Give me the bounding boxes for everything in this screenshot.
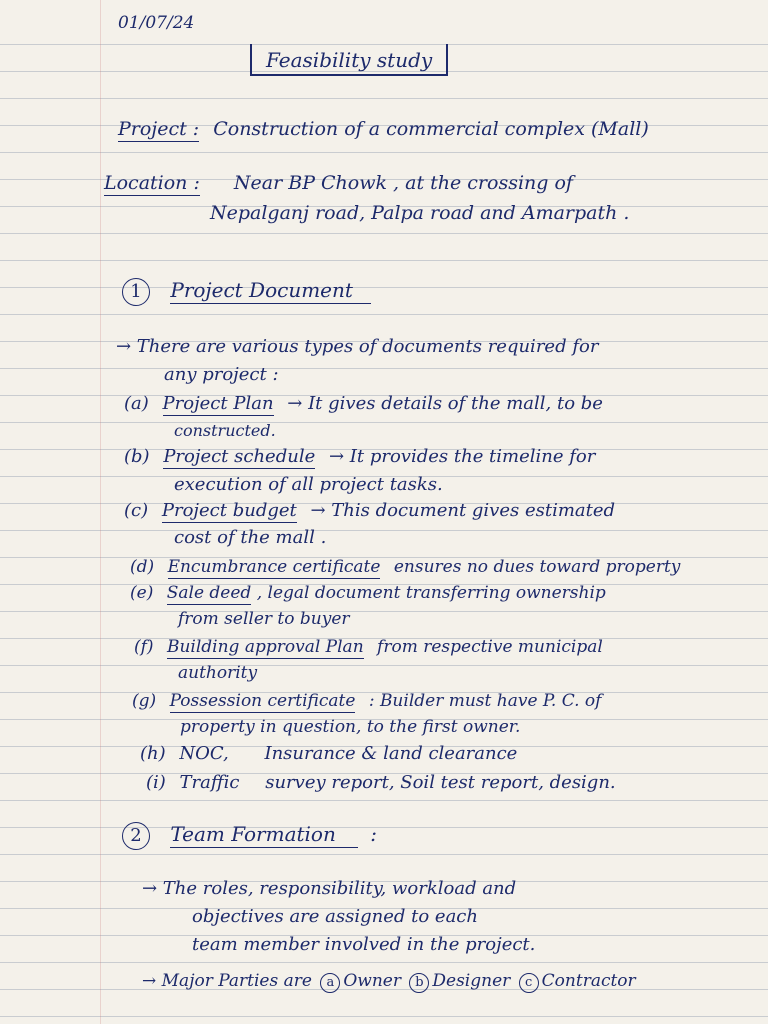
item-term: Traffic	[179, 772, 240, 793]
list-item-i	[146, 772, 616, 794]
list-item-c	[124, 500, 615, 522]
list-item-e	[130, 582, 606, 604]
location-text-1: Near BP Chowk , at the crossing of	[233, 172, 573, 194]
item-marker: (h)	[140, 743, 166, 764]
section-1-heading	[122, 278, 371, 306]
item-text: : Builder must have P. C. of	[368, 691, 602, 711]
item-text: → This document gives estimated	[310, 500, 616, 521]
list-item-e-cont: from seller to buyer	[178, 609, 350, 629]
party-c-marker: c	[519, 973, 539, 993]
section-1-number: 1	[122, 278, 150, 306]
section-1-intro-1: → There are various types of documents required for	[116, 336, 599, 357]
section-2-number: 2	[122, 822, 150, 850]
item-marker: (c)	[124, 500, 149, 521]
party-b-name: Designer	[432, 971, 511, 991]
item-term: Project budget	[161, 500, 297, 521]
item-term: Encumbrance certificate	[167, 557, 381, 577]
list-item-h	[140, 743, 517, 765]
item-text: ensures no dues toward property	[393, 557, 681, 577]
project-label: Project :	[118, 118, 200, 140]
list-item-b-cont: execution of all project tasks.	[174, 474, 443, 495]
list-item-b	[124, 446, 595, 468]
item-term: Project Plan	[162, 393, 274, 414]
item-text: → It provides the timeline for	[328, 446, 596, 467]
party-b-marker: b	[409, 973, 429, 993]
section-1-intro-2: any project :	[164, 364, 279, 385]
location-text-2: Nepalganj road, Palpa road and Amarpath .	[210, 202, 630, 224]
item-term: NOC,	[179, 743, 229, 764]
section-2-title: Team Formation	[170, 822, 358, 848]
section-2-line-2: objectives are assigned to each	[192, 906, 478, 927]
party-c-name: Contractor	[541, 971, 636, 991]
item-marker: (b)	[124, 446, 150, 467]
list-item-a-cont: constructed.	[174, 421, 276, 440]
list-item-f	[134, 636, 603, 658]
margin-line	[100, 0, 101, 1024]
project-line	[118, 118, 649, 140]
party-a-marker: a	[320, 973, 340, 993]
item-text: Insurance & land clearance	[264, 743, 518, 764]
item-term: Building approval Plan	[166, 637, 364, 657]
section-2-line-1: → The roles, responsibility, workload and	[142, 878, 517, 899]
list-item-c-cont: cost of the mall .	[174, 527, 327, 548]
item-text: , legal document transferring ownership	[256, 583, 606, 603]
item-term: Project schedule	[163, 446, 316, 467]
project-value: Construction of a commercial complex (Mall)	[213, 118, 649, 140]
item-marker: (g)	[132, 691, 157, 711]
item-marker: (f)	[134, 637, 154, 657]
section-2-colon: :	[370, 822, 377, 846]
list-item-d	[130, 556, 680, 578]
parties-prefix: → Major Parties are	[142, 971, 312, 991]
major-parties-line	[142, 970, 636, 993]
item-term: Possession certificate	[169, 691, 356, 711]
item-term: Sale deed	[166, 583, 252, 603]
item-marker: (i)	[146, 772, 166, 793]
list-item-g	[132, 690, 601, 712]
date: 01/07/24	[118, 13, 195, 33]
page-title: Feasibility study	[250, 44, 448, 76]
list-item-f-cont: authority	[178, 663, 258, 683]
location-line-1	[104, 172, 573, 194]
item-marker: (d)	[130, 557, 155, 577]
item-text: survey report, Soil test report, design.	[265, 772, 616, 793]
item-text: from respective municipal	[377, 637, 603, 657]
section-2-heading	[122, 822, 377, 850]
item-marker: (e)	[130, 583, 154, 603]
section-1-title: Project Document	[170, 278, 371, 304]
item-marker: (a)	[124, 393, 149, 414]
section-2-line-3: team member involved in the project.	[192, 934, 536, 955]
list-item-g-cont: property in question, to the first owner.	[180, 717, 521, 737]
party-a-name: Owner	[343, 971, 401, 991]
item-text: → It gives details of the mall, to be	[287, 393, 603, 414]
list-item-a	[124, 393, 603, 415]
location-label: Location :	[104, 172, 200, 194]
